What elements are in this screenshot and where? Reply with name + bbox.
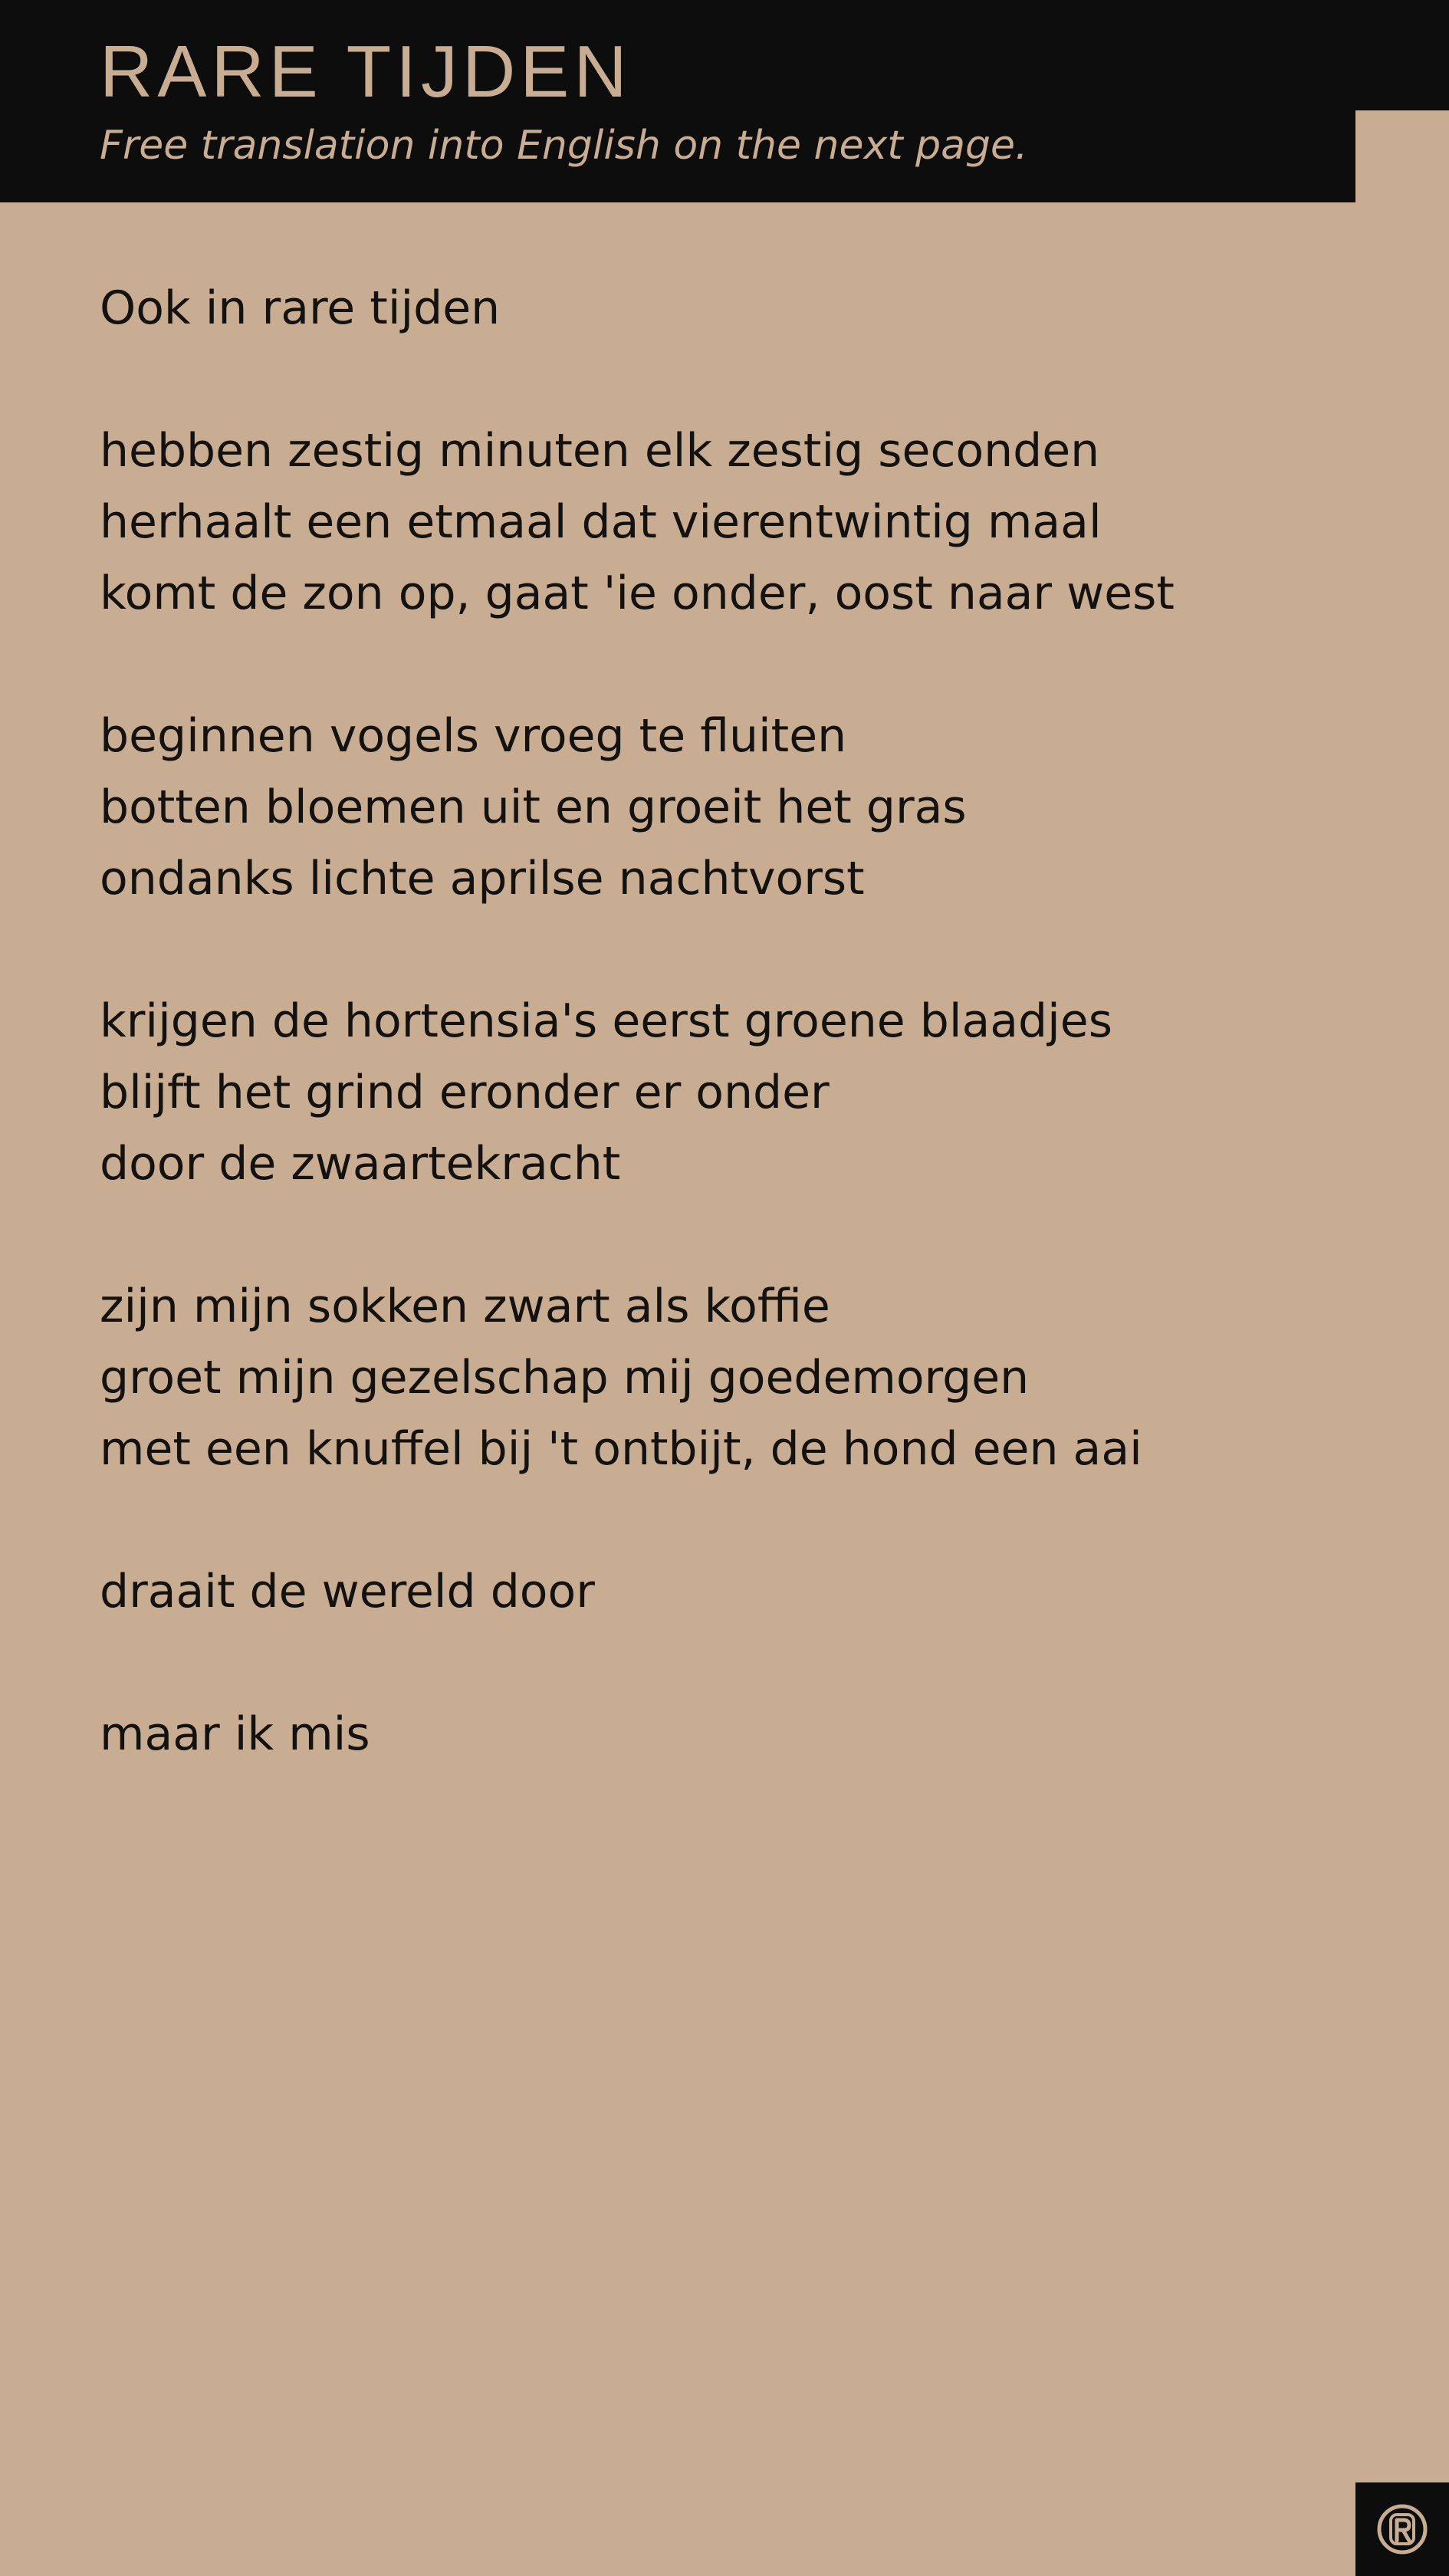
stanza-7 — [100, 1699, 1326, 1770]
stanza-3 — [100, 701, 1326, 915]
poem-line: met een knuffel bij 't ontbijt, de hond een aai — [100, 1422, 1142, 1476]
r-monogram-icon — [1375, 2502, 1430, 2557]
poem-line: komt de zon op, gaat 'ie onder, oost naar west — [100, 567, 1175, 620]
poem-line: door de zwaartekracht — [100, 1137, 621, 1191]
translation-note: Free translation into English on the next page. — [100, 123, 1028, 169]
poem-line: blijft het grind eronder er onder — [100, 1066, 830, 1119]
poem-line: botten bloemen uit en groeit het gras — [100, 780, 967, 834]
poem-line: herhaalt een etmaal dat vierentwintig maal — [100, 495, 1102, 549]
header-corner-tab — [1355, 0, 1449, 110]
stanza-2 — [100, 416, 1326, 629]
poem-line: zijn mijn sokken zwart als koffie — [100, 1280, 830, 1333]
stanza-6 — [100, 1556, 1326, 1628]
poem-line: maar ik mis — [100, 1707, 370, 1761]
stanza-1 — [100, 273, 1326, 344]
poem-line: beginnen vogels vroeg te fluiten — [100, 709, 847, 763]
poem-line: draait de wereld door — [100, 1565, 595, 1618]
stanza-5 — [100, 1271, 1326, 1485]
stanza-4 — [100, 986, 1326, 1200]
poem-line: groet mijn gezelschap mij goedemorgen — [100, 1351, 1030, 1405]
poem-line: hebben zestig minuten elk zestig seconden — [100, 424, 1100, 478]
logo-badge — [1355, 2482, 1449, 2576]
poem-line: ondanks lichte aprilse nachtvorst — [100, 852, 865, 905]
poem-title: RARE TIJDEN — [100, 31, 632, 113]
poem-line: Ook in rare tijden — [100, 281, 501, 335]
poem-body — [100, 273, 1326, 1842]
poem-line: krijgen de hortensia's eerst groene blaadjes — [100, 994, 1112, 1048]
